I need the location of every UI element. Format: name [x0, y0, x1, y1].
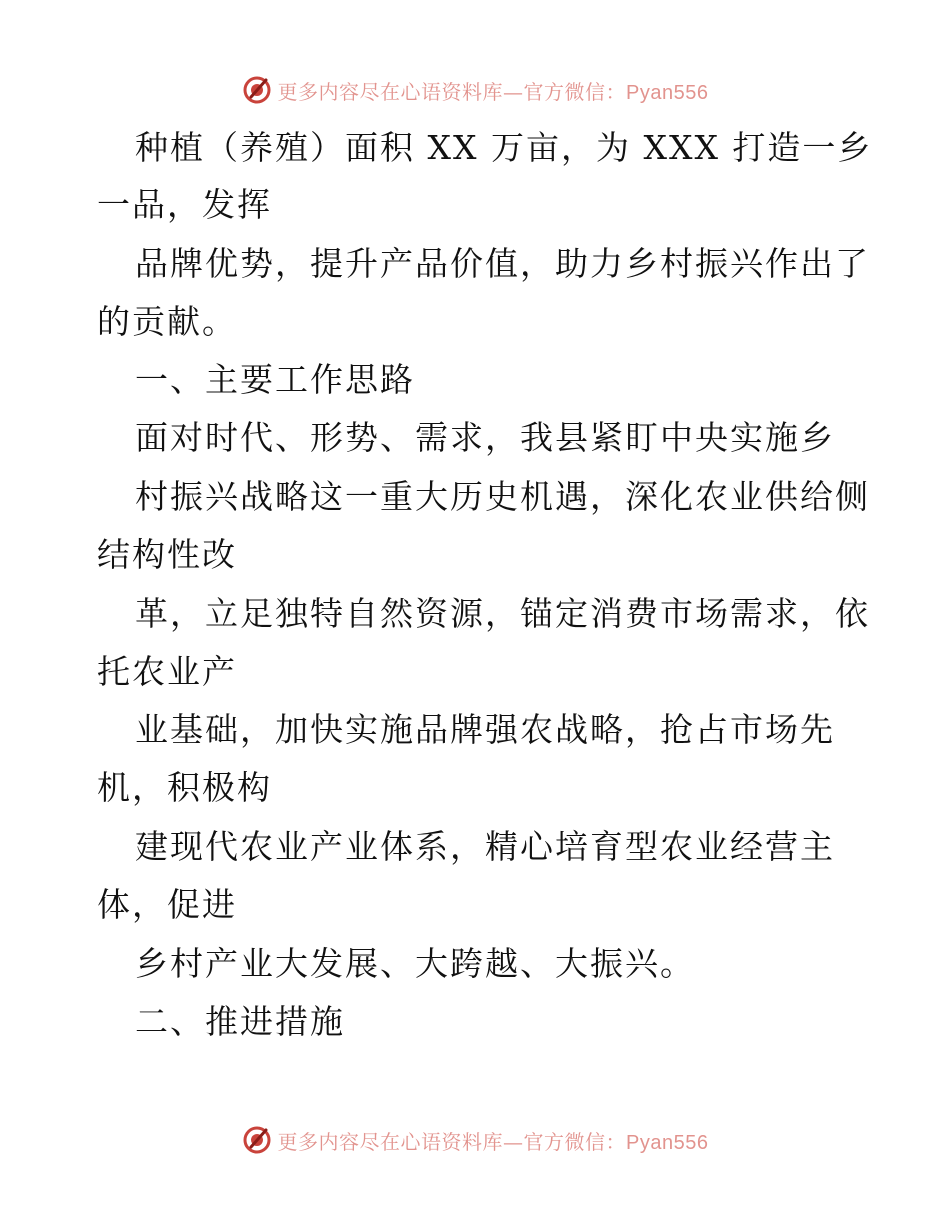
- paragraph-line: 业基础，加快实施品牌强农战略，抢占市场先: [135, 710, 835, 749]
- paragraph-line: 村振兴战略这一重大历史机遇，深化农业供给侧: [135, 477, 870, 516]
- watermark-label: 更多内容尽在心语资料库—官方微信：: [277, 79, 627, 104]
- section-heading: 一、主要工作思路: [135, 360, 415, 399]
- paragraph-line: 建现代农业产业体系，精心培育型农业经营主: [135, 827, 835, 866]
- paragraph-line: 托农业产: [97, 652, 237, 691]
- header-watermark: [0, 70, 950, 110]
- paragraph-line: 革，立足独特自然资源，锚定消费市场需求，依: [135, 594, 870, 633]
- paragraph-line: 种植（养殖）面积 XX 万亩，为 XXX 打造一乡: [135, 128, 873, 167]
- paragraph-line: 结构性改: [97, 535, 237, 574]
- paragraph-line: 一品，发挥: [97, 185, 272, 224]
- paragraph-line: 的贡献。: [97, 302, 237, 341]
- seal-logo-icon: [242, 75, 272, 105]
- watermark-text: [278, 76, 709, 105]
- paragraph-line: 面对时代、形势、需求，我县紧盯中央实施乡: [135, 418, 835, 457]
- watermark-handle: Pyan556: [626, 81, 709, 104]
- seal-logo-icon: [242, 1125, 272, 1155]
- watermark-handle: Pyan556: [626, 1131, 709, 1154]
- footer-watermark: [0, 1120, 950, 1160]
- watermark-label: 更多内容尽在心语资料库—官方微信：: [277, 1129, 627, 1154]
- paragraph-line: 机，积极构: [97, 768, 272, 807]
- paragraph-line: 乡村产业大发展、大跨越、大振兴。: [135, 944, 695, 983]
- paragraph-line: 品牌优势，提升产品价值，助力乡村振兴作出了: [135, 244, 870, 283]
- paragraph-line: 体，促进: [97, 885, 237, 924]
- watermark-text: [278, 1126, 709, 1155]
- section-heading: 二、推进措施: [135, 1002, 345, 1041]
